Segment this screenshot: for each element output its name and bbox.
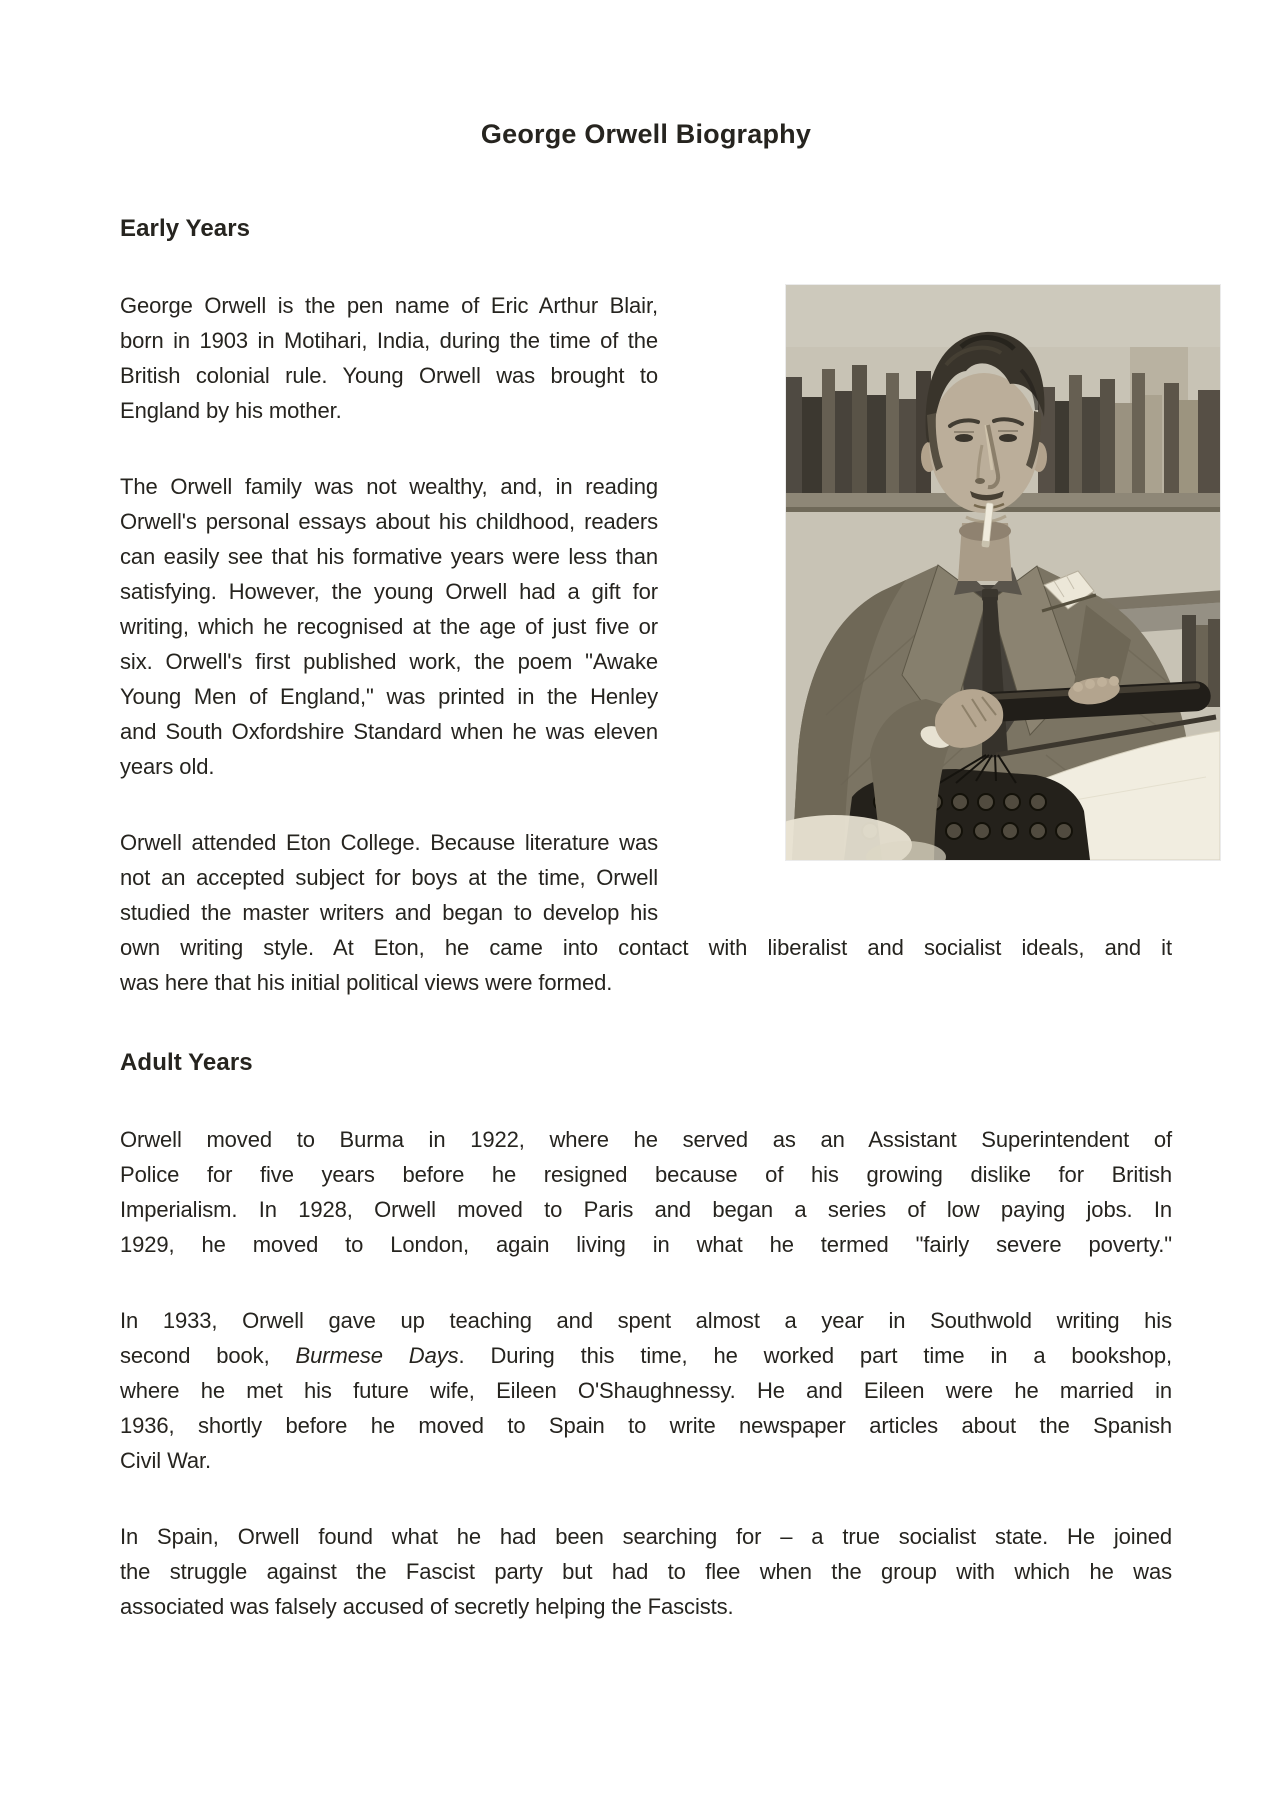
text-line: Young Men of England," was printed in the Henley — [120, 684, 658, 709]
text-line: own writing style. At Eton, he came into contact with liberalist and socialist ideals, and it — [120, 935, 1172, 960]
text-line: In 1933, Orwell gave up teaching and spent almost a year in Southwold writing his — [120, 1308, 1172, 1333]
text-line: In Spain, Orwell found what he had been searching for – a true socialist state. He joined — [120, 1524, 1172, 1549]
text-line: studied the master writers and began to develop his — [120, 900, 658, 925]
text-line: Orwell moved to Burma in 1922, where he served as an Assistant Superintendent of — [120, 1127, 1172, 1152]
text-line: Orwell's personal essays about his childhood, readers — [120, 509, 658, 534]
text-line: 1936, shortly before he moved to Spain to write newspaper articles about the Spanish — [120, 1413, 1172, 1438]
text-line: Imperialism. In 1928, Orwell moved to Paris and began a series of low paying jobs. In — [120, 1197, 1172, 1222]
orwell-photo — [786, 285, 1220, 860]
text-line: writing, which he recognised at the age of just five or — [120, 614, 658, 639]
text-line: years old. — [120, 754, 215, 779]
text-line: was here that his initial political views were formed. — [120, 970, 613, 995]
text-line: and South Oxfordshire Standard when he was eleven — [120, 719, 658, 744]
text-line: The Orwell family was not wealthy, and, in reading — [120, 474, 658, 499]
text-line: Orwell attended Eton College. Because literature was — [120, 830, 658, 855]
orwell-photo-illustration — [786, 285, 1220, 860]
text-line: where he met his future wife, Eileen O'Shaughnessy. He and Eileen were he married in — [120, 1378, 1172, 1403]
text-line: six. Orwell's first published work, the poem "Awake — [120, 649, 658, 674]
text-line: satisfying. However, the young Orwell had a gift for — [120, 579, 658, 604]
text-line: associated was falsely accused of secretly helping the Fascists. — [120, 1594, 734, 1619]
section-heading: Adult Years — [120, 1049, 253, 1076]
text-line: can easily see that his formative years were less than — [120, 544, 658, 569]
paragraph — [120, 1303, 1172, 1478]
text-line: 1929, he moved to London, again living in what he termed "fairly severe poverty." — [120, 1232, 1172, 1257]
text-line: born in 1903 in Motihari, India, during the time of the — [120, 328, 658, 353]
text-line: not an accepted subject for boys at the time, Orwell — [120, 865, 658, 890]
text-line: British colonial rule. Young Orwell was brought to — [120, 363, 658, 388]
text-line: England by his mother. — [120, 398, 342, 423]
text-line: George Orwell is the pen name of Eric Arthur Blair, — [120, 293, 658, 318]
paragraph — [120, 1519, 1172, 1624]
text-line: the struggle against the Fascist party but had to flee when the group with which he was — [120, 1559, 1172, 1584]
page-title: George Orwell Biography — [480, 119, 812, 149]
text-line: Police for five years before he resigned because of his growing dislike for British — [120, 1162, 1172, 1187]
section-heading: Early Years — [120, 215, 251, 242]
text-line: Civil War. — [120, 1448, 212, 1473]
text-line: second book, Burmese Days. During this time, he worked part time in a bookshop, — [120, 1343, 1173, 1368]
paragraph — [120, 1122, 1172, 1262]
